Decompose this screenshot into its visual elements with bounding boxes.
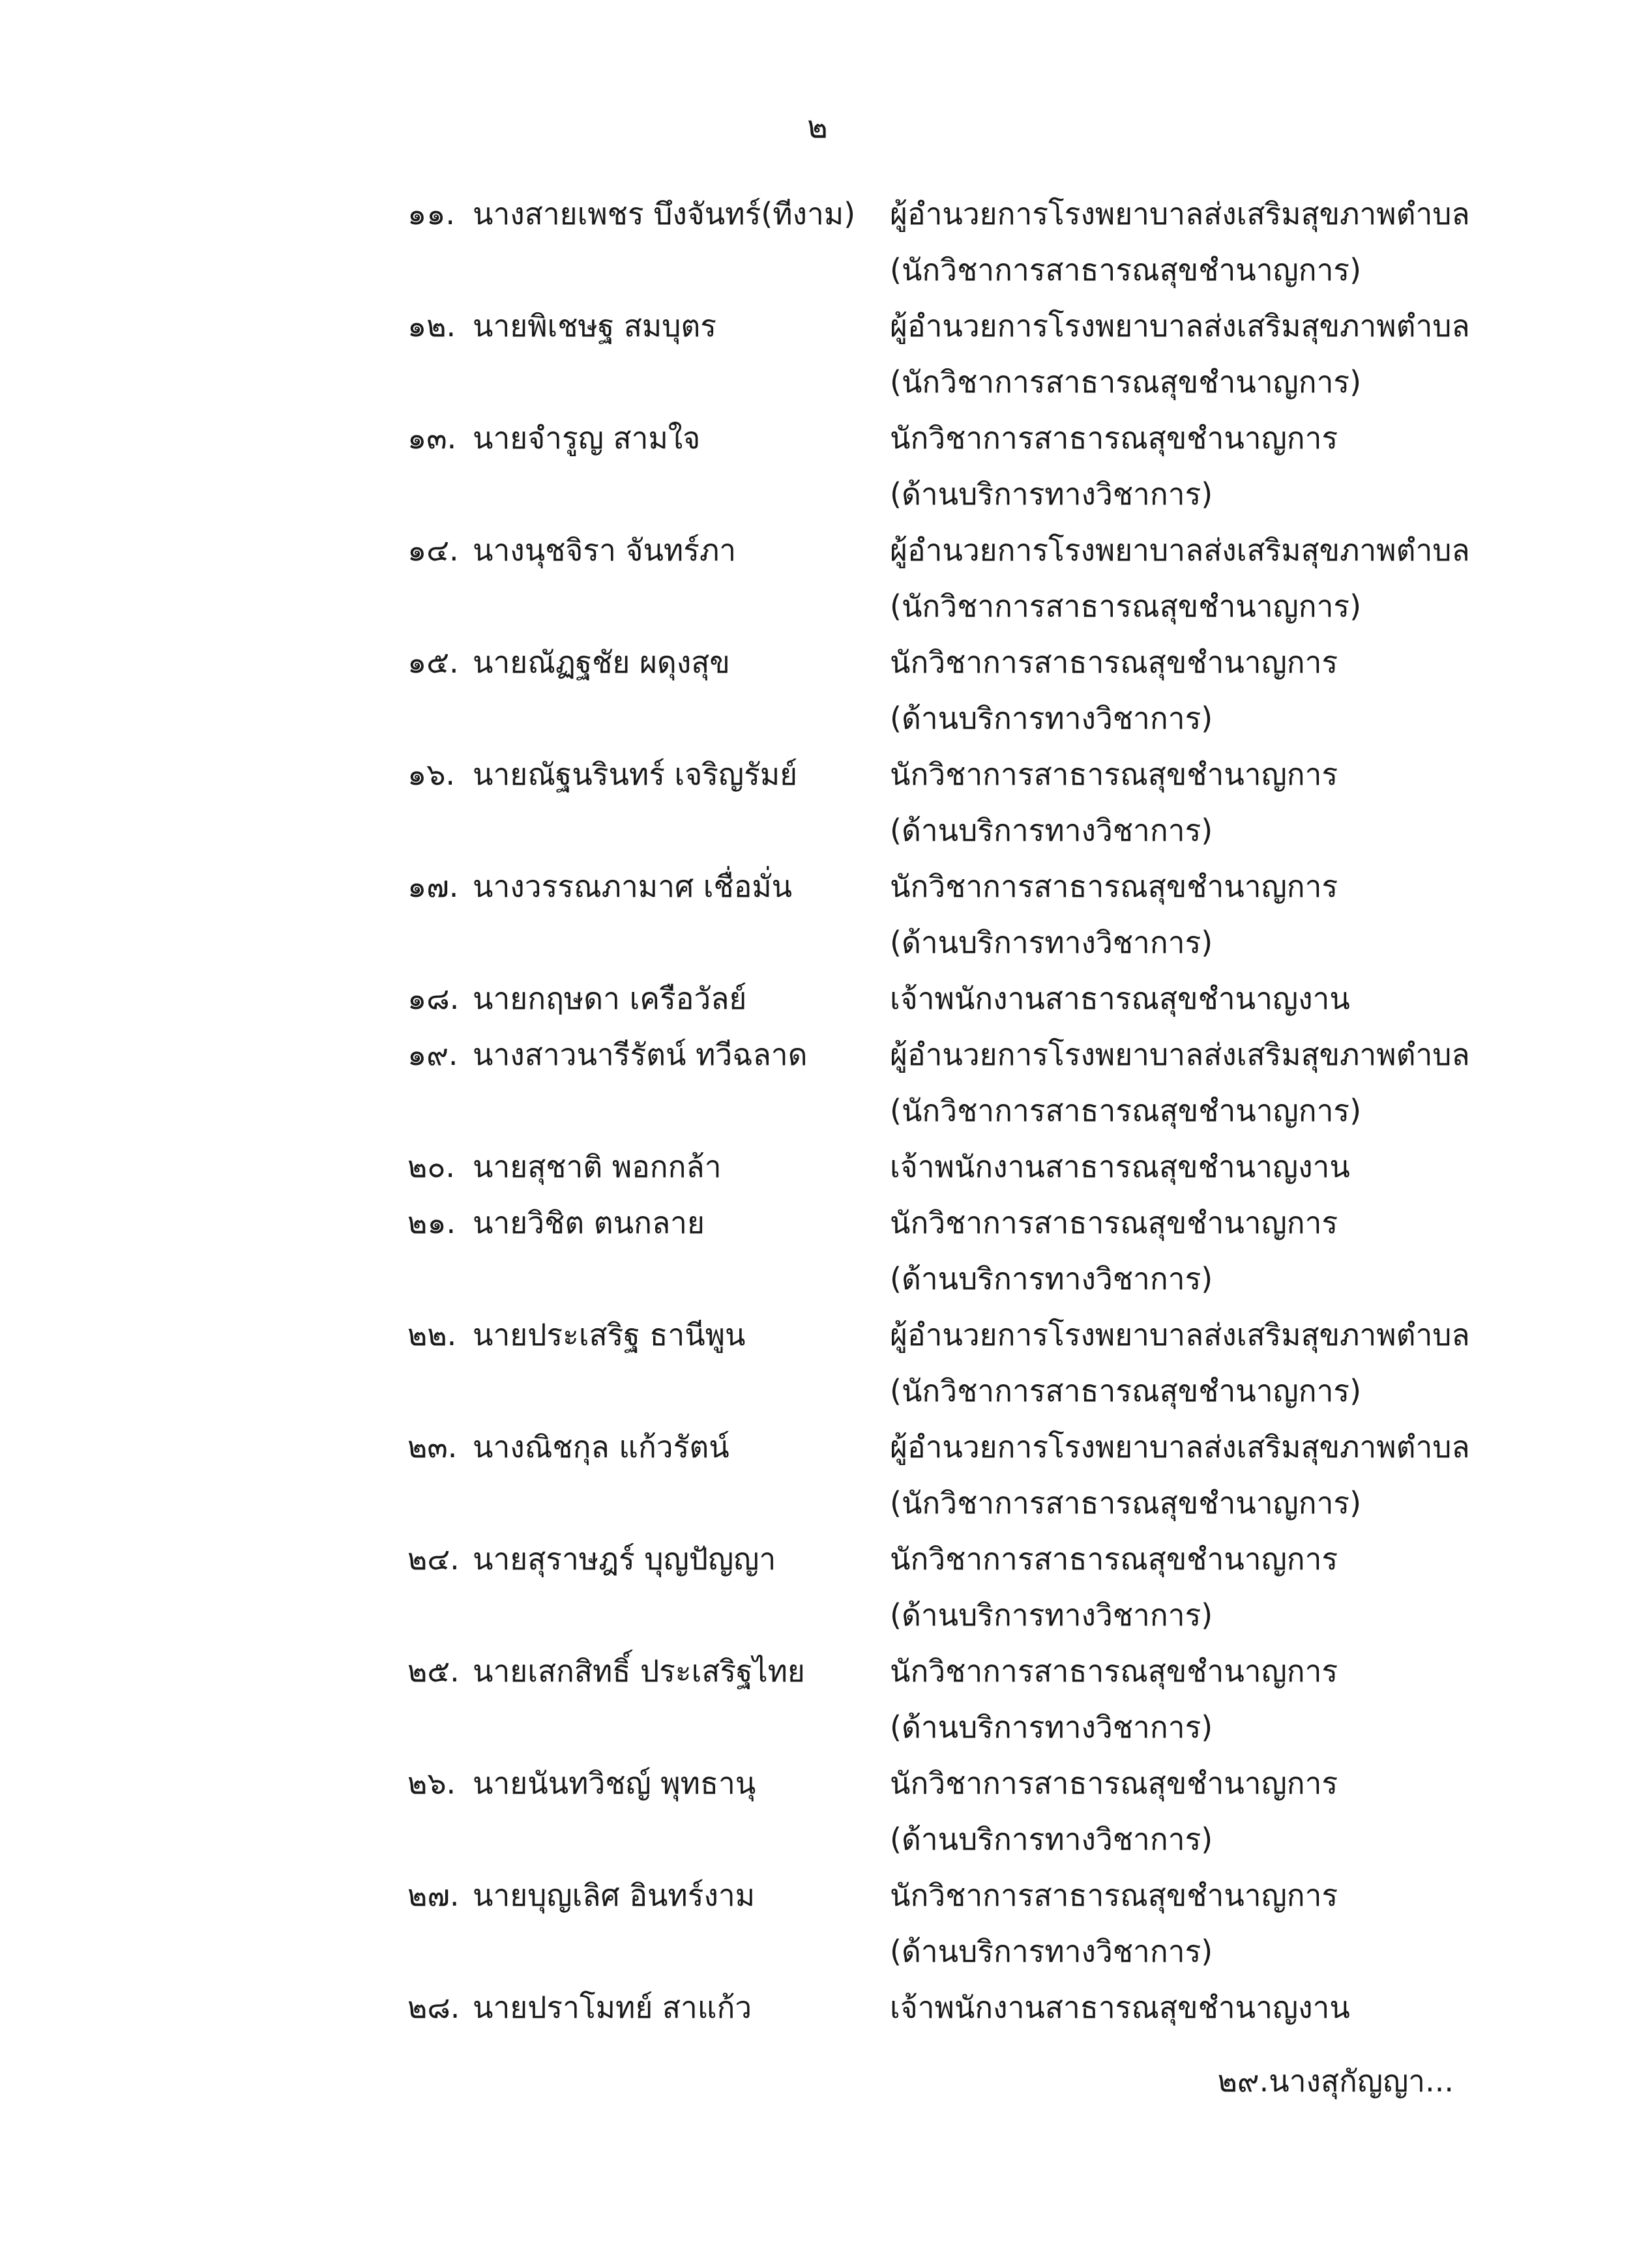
entry-position	[890, 1419, 1516, 1531]
entry-number: ๑๒.	[407, 308, 456, 343]
position-subtitle: (ด้านบริการทางวิชาการ)	[890, 813, 1213, 848]
entry-position	[890, 1307, 1516, 1419]
entry-name: นายกฤษดา เครือวัลย์	[473, 981, 747, 1016]
list-item	[407, 1531, 1516, 1643]
entry-position	[890, 298, 1516, 410]
continuation-note: ๒๙.นางสุกัญญา...	[1217, 2063, 1454, 2099]
entry-person	[407, 298, 890, 354]
entry-name: นางนุชจิรา จันทร์ภา	[473, 532, 737, 568]
entry-position	[890, 1531, 1516, 1643]
entry-name: นายจำรูญ สามใจ	[473, 420, 701, 456]
list-item	[407, 1419, 1516, 1531]
position-subtitle: (ด้านบริการทางวิชาการ)	[890, 925, 1213, 960]
entry-position	[890, 410, 1516, 522]
entry-position	[890, 1867, 1516, 1979]
entry-name: นางวรรณภามาศ เชื่อมั่น	[473, 869, 793, 904]
entry-name: นายณัฐนรินทร์ เจริญรัมย์	[473, 757, 798, 792]
entry-name: นางสาวนารีรัตน์ ทวีฉลาด	[473, 1037, 808, 1072]
list-item	[407, 858, 1516, 970]
entry-name: นายนันทวิชญ์ พุทธานุ	[473, 1766, 756, 1801]
position-title: ผู้อำนวยการโรงพยาบาลส่งเสริมสุขภาพตำบล	[890, 196, 1470, 231]
entry-position	[890, 858, 1516, 970]
entry-number: ๒๖.	[407, 1766, 456, 1801]
position-title: เจ้าพนักงานสาธารณสุขชำนาญงาน	[890, 1990, 1350, 2025]
list-item	[407, 410, 1516, 522]
entry-name: นายพิเชษฐ สมบุตร	[473, 308, 716, 343]
position-subtitle: (ด้านบริการทางวิชาการ)	[890, 476, 1213, 512]
entry-name: นายประเสริฐ ธานีพูน	[473, 1317, 746, 1352]
entry-person	[407, 1979, 890, 2035]
entry-name: นายสุราษฎร์ บุญปัญญา	[473, 1541, 776, 1577]
entry-person	[407, 746, 890, 802]
entry-number: ๑๗.	[407, 869, 459, 904]
list-item	[407, 1026, 1516, 1139]
position-title: นักวิชาการสาธารณสุขชำนาญการ	[890, 420, 1338, 456]
entry-person	[407, 1307, 890, 1363]
entry-person	[407, 1026, 890, 1083]
entry-number: ๑๔.	[407, 532, 459, 568]
entry-person	[407, 1139, 890, 1195]
position-subtitle: (ด้านบริการทางวิชาการ)	[890, 1261, 1213, 1296]
position-title: นักวิชาการสาธารณสุขชำนาญการ	[890, 1205, 1338, 1240]
entry-position	[890, 186, 1516, 298]
entry-number: ๑๑.	[407, 196, 456, 231]
position-title: ผู้อำนวยการโรงพยาบาลส่งเสริมสุขภาพตำบล	[890, 1037, 1470, 1072]
position-title: นักวิชาการสาธารณสุขชำนาญการ	[890, 1878, 1338, 1913]
position-title: นักวิชาการสาธารณสุขชำนาญการ	[890, 1541, 1338, 1577]
entry-person	[407, 186, 890, 242]
entry-position	[890, 1643, 1516, 1755]
entry-person	[407, 1867, 890, 1923]
position-subtitle: (ด้านบริการทางวิชาการ)	[890, 1597, 1213, 1633]
position-title: เจ้าพนักงานสาธารณสุขชำนาญงาน	[890, 1149, 1350, 1184]
entry-number: ๑๓.	[407, 420, 457, 456]
position-title: นักวิชาการสาธารณสุขชำนาญการ	[890, 757, 1338, 792]
position-subtitle: (ด้านบริการทางวิชาการ)	[890, 1822, 1213, 1857]
entry-number: ๒๘.	[407, 1990, 460, 2025]
entry-person	[407, 1531, 890, 1587]
entry-position	[890, 634, 1516, 746]
entry-number: ๑๙.	[407, 1037, 458, 1072]
position-title: ผู้อำนวยการโรงพยาบาลส่งเสริมสุขภาพตำบล	[890, 532, 1470, 568]
position-subtitle: (ด้านบริการทางวิชาการ)	[890, 1934, 1213, 1969]
list-item	[407, 1867, 1516, 1979]
personnel-list	[407, 186, 1516, 2035]
entry-number: ๒๔.	[407, 1541, 460, 1577]
position-title: นักวิชาการสาธารณสุขชำนาญการ	[890, 869, 1338, 904]
list-item	[407, 1307, 1516, 1419]
entry-person	[407, 634, 890, 690]
position-subtitle: (ด้านบริการทางวิชาการ)	[890, 1709, 1213, 1745]
entry-position	[890, 1195, 1516, 1307]
entry-position	[890, 1979, 1516, 2035]
position-title: นักวิชาการสาธารณสุขชำนาญการ	[890, 1653, 1338, 1689]
entry-name: นายเสกสิทธิ์ ประเสริฐไทย	[473, 1653, 805, 1689]
entry-position	[890, 522, 1516, 634]
position-subtitle: (นักวิชาการสาธารณสุขชำนาญการ)	[890, 1485, 1362, 1520]
entry-position	[890, 1139, 1516, 1195]
page-number: ๒	[807, 109, 828, 145]
entry-number: ๒๒.	[407, 1317, 457, 1352]
entry-person	[407, 1643, 890, 1699]
list-item	[407, 522, 1516, 634]
entry-name: นายสุชาติ พอกกล้า	[473, 1149, 722, 1184]
position-subtitle: (นักวิชาการสาธารณสุขชำนาญการ)	[890, 1093, 1362, 1128]
entry-person	[407, 1755, 890, 1811]
entry-number: ๒๑.	[407, 1205, 456, 1240]
entry-position	[890, 1755, 1516, 1867]
entry-name: นายวิชิต ตนกลาย	[473, 1205, 705, 1240]
position-subtitle: (นักวิชาการสาธารณสุขชำนาญการ)	[890, 589, 1362, 624]
position-title: เจ้าพนักงานสาธารณสุขชำนาญงาน	[890, 981, 1350, 1016]
entry-number: ๒๐.	[407, 1149, 456, 1184]
entry-name: นายณัฏฐชัย ผดุงสุข	[473, 645, 730, 680]
position-title: นักวิชาการสาธารณสุขชำนาญการ	[890, 645, 1338, 680]
list-item	[407, 1139, 1516, 1195]
list-item	[407, 634, 1516, 746]
entry-person	[407, 1195, 890, 1251]
list-item	[407, 970, 1516, 1026]
entry-name: นางณิชกุล แก้วรัตน์	[473, 1429, 729, 1464]
position-subtitle: (นักวิชาการสาธารณสุขชำนาญการ)	[890, 364, 1362, 400]
entry-number: ๑๕.	[407, 645, 459, 680]
entry-person	[407, 522, 890, 578]
entry-number: ๒๗.	[407, 1878, 460, 1913]
entry-name: นายปราโมทย์ สาแก้ว	[473, 1990, 752, 2025]
position-title: ผู้อำนวยการโรงพยาบาลส่งเสริมสุขภาพตำบล	[890, 308, 1470, 343]
list-item	[407, 186, 1516, 298]
entry-person	[407, 1419, 890, 1475]
list-item	[407, 746, 1516, 858]
entry-person	[407, 858, 890, 914]
entry-position	[890, 746, 1516, 858]
entry-person	[407, 970, 890, 1026]
entry-position	[890, 1026, 1516, 1139]
position-subtitle: (นักวิชาการสาธารณสุขชำนาญการ)	[890, 252, 1362, 287]
position-subtitle: (นักวิชาการสาธารณสุขชำนาญการ)	[890, 1373, 1362, 1408]
list-item	[407, 1979, 1516, 2035]
position-title: ผู้อำนวยการโรงพยาบาลส่งเสริมสุขภาพตำบล	[890, 1429, 1470, 1464]
position-title: นักวิชาการสาธารณสุขชำนาญการ	[890, 1766, 1338, 1801]
entry-name: นางสายเพชร บึงจันทร์(ทีงาม)	[473, 196, 856, 231]
entry-number: ๒๕.	[407, 1653, 460, 1689]
list-item	[407, 1643, 1516, 1755]
entry-number: ๒๓.	[407, 1429, 458, 1464]
entry-position	[890, 970, 1516, 1026]
entry-number: ๑๖.	[407, 757, 456, 792]
entry-person	[407, 410, 890, 466]
position-title: ผู้อำนวยการโรงพยาบาลส่งเสริมสุขภาพตำบล	[890, 1317, 1470, 1352]
list-item	[407, 298, 1516, 410]
entry-number: ๑๘.	[407, 981, 460, 1016]
list-item	[407, 1755, 1516, 1867]
list-item	[407, 1195, 1516, 1307]
position-subtitle: (ด้านบริการทางวิชาการ)	[890, 701, 1213, 736]
entry-name: นายบุญเลิศ อินทร์งาม	[473, 1878, 756, 1913]
